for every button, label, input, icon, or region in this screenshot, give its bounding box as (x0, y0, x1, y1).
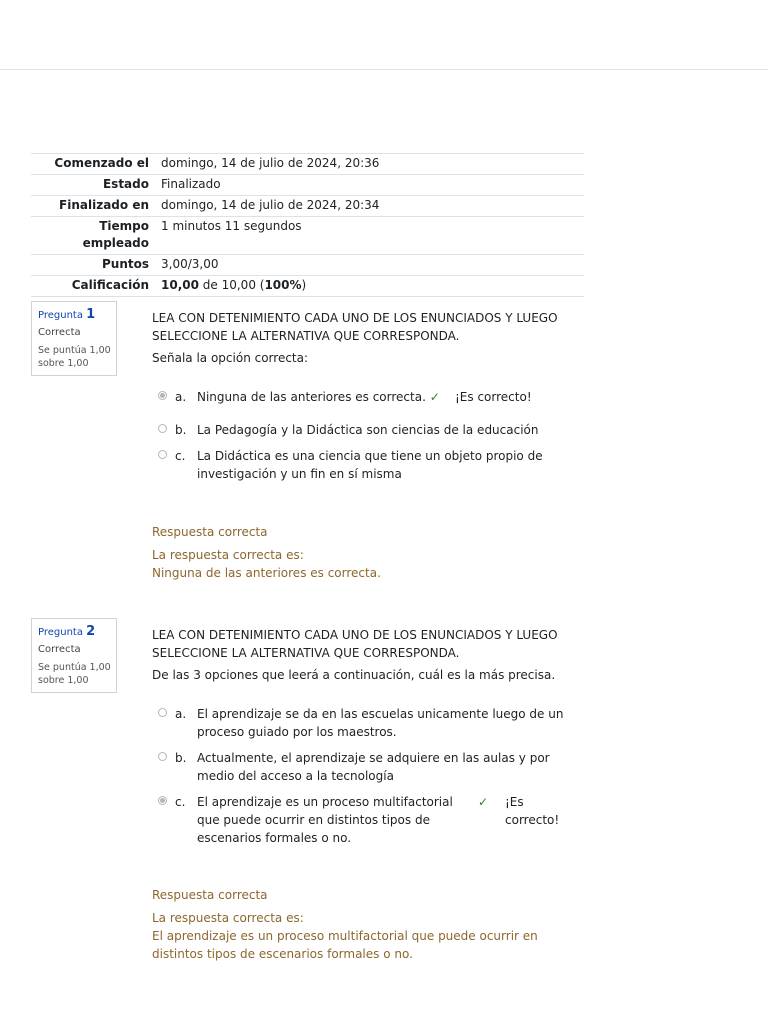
option-letter: b. (175, 751, 187, 765)
question-state: Correcta (38, 644, 81, 655)
summary-row-started (31, 154, 584, 175)
option-letter: c. (175, 449, 186, 463)
question-1-text: LEA CON DETENIMIENTO CADA UNO DE LOS ENUNCIADOS Y LUEGO SELECCIONE LA ALTERNATIVA QUE CORRESPONDA. (152, 311, 558, 343)
question-1-right-answer: Ninguna de las anteriores es correcta. (152, 566, 381, 580)
option-text: El aprendizaje es un proceso multifactorial que puede ocurrir en distintos tipos de escenarios formales o no. (197, 795, 453, 845)
summary-row-time (31, 217, 584, 255)
question-2-info (31, 618, 117, 693)
option-letter: a. (175, 390, 187, 404)
question-state: Correcta (38, 327, 81, 338)
check-icon: ✓ (478, 795, 489, 809)
summary-value: Finalizado (161, 177, 221, 191)
summary-label: Comenzado el (54, 156, 149, 170)
question-label: Pregunta (38, 627, 83, 638)
option-feedback: ¡Es correcto! (505, 795, 560, 827)
question-2-text: LEA CON DETENIMIENTO CADA UNO DE LOS ENUNCIADOS Y LUEGO SELECCIONE LA ALTERNATIVA QUE CORRESPONDA. (152, 628, 558, 660)
question-grade: Se puntúa 1,00 sobre 1,00 (38, 345, 111, 369)
option-text: Actualmente, el aprendizaje se adquiere en las aulas y por medio del acceso a la tecnología (197, 751, 550, 783)
summary-label: Tiempo empleado (82, 219, 149, 250)
question-1-right-answer-label: La respuesta correcta es: (152, 548, 304, 562)
question-number (38, 306, 116, 325)
grade-mid: de 10,00 ( (198, 278, 265, 292)
question-grade: Se puntúa 1,00 sobre 1,00 (38, 662, 111, 686)
question-2-outcome: Respuesta correcta (152, 888, 268, 902)
option-text: Ninguna de las anteriores es correcta. (197, 390, 426, 404)
question-2-right-answer-label: La respuesta correcta es: (152, 911, 304, 925)
option-letter: c. (175, 795, 186, 809)
summary-value: domingo, 14 de julio de 2024, 20:34 (161, 198, 380, 212)
question-1-info (31, 301, 117, 376)
summary-label: Estado (102, 177, 149, 191)
summary-row-points (31, 255, 584, 276)
option-text: El aprendizaje se da en las escuelas unicamente luego de un proceso guiado por los maestros. (197, 707, 564, 739)
option-letter: a. (175, 707, 187, 721)
question-label: Pregunta (38, 310, 83, 321)
question-number-value: 2 (86, 624, 96, 639)
summary-row-finished (31, 196, 584, 217)
attempt-summary-table (31, 153, 584, 297)
radio-icon[interactable] (158, 391, 167, 400)
top-header-bar (0, 0, 768, 70)
option-text: La Didáctica es una ciencia que tiene un objeto propio de investigación y un fin en sí misma (197, 449, 543, 481)
question-2-right-answer: El aprendizaje es un proceso multifactorial que puede ocurrir en distintos tipos de escenarios formales o no. (152, 929, 538, 961)
summary-value: domingo, 14 de julio de 2024, 20:36 (161, 156, 380, 170)
radio-icon[interactable] (158, 752, 167, 761)
grade-value: 10,00 (161, 278, 199, 292)
question-2-prompt: De las 3 opciones que leerá a continuación, cuál es la más precisa. (152, 668, 556, 682)
summary-value: 1 minutos 11 segundos (161, 219, 302, 233)
radio-icon[interactable] (158, 796, 167, 805)
radio-icon[interactable] (158, 450, 167, 459)
check-icon: ✓ (429, 390, 440, 404)
summary-value (155, 276, 584, 297)
option-feedback: ¡Es correcto! (455, 390, 532, 404)
summary-row-state (31, 175, 584, 196)
radio-icon[interactable] (158, 424, 167, 433)
question-number (38, 623, 116, 642)
question-1-outcome: Respuesta correcta (152, 525, 268, 539)
grade-percent: 100% (264, 278, 302, 292)
grade-end: ) (301, 278, 307, 292)
summary-row-grade (31, 276, 584, 297)
summary-label: Calificación (71, 278, 149, 292)
option-text: La Pedagogía y la Didáctica son ciencias de la educación (197, 423, 539, 437)
question-1-prompt: Señala la opción correcta: (152, 351, 309, 365)
summary-label: Puntos (101, 257, 149, 271)
summary-label: Finalizado en (59, 198, 149, 212)
summary-value: 3,00/3,00 (161, 257, 219, 271)
question-number-value: 1 (86, 307, 96, 322)
radio-icon[interactable] (158, 708, 167, 717)
option-letter: b. (175, 423, 187, 437)
